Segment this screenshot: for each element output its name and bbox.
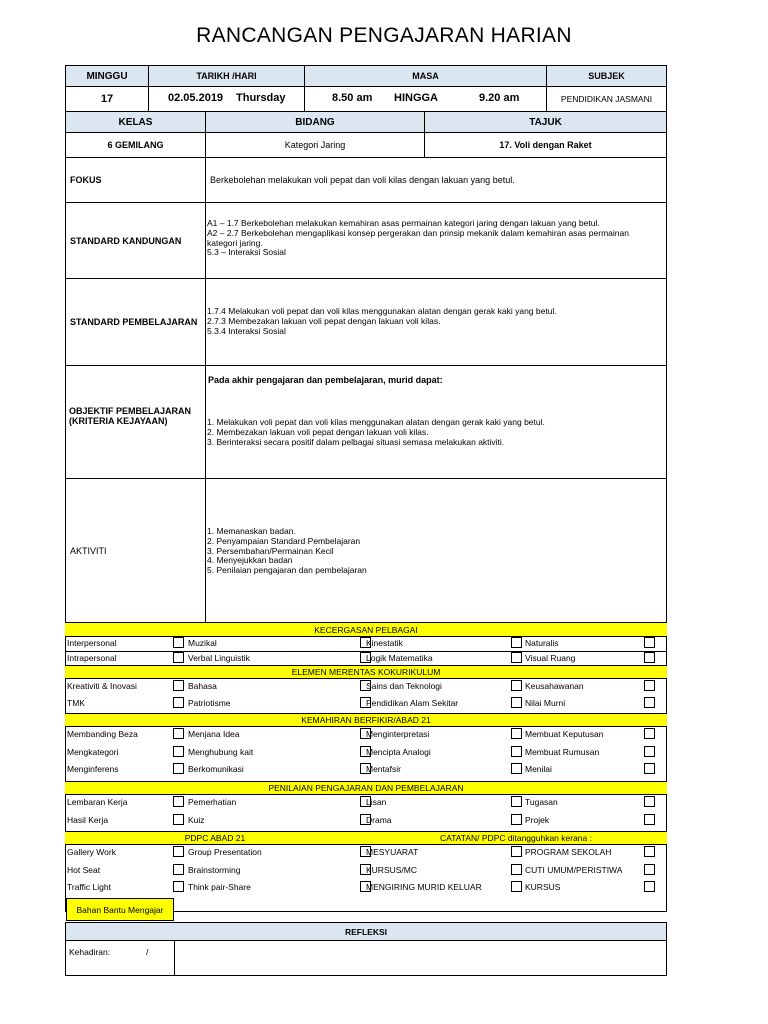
option-label-r5-col-3: Menginterpretasi [366,729,430,739]
checkbox-r3-col-1[interactable] [173,680,184,691]
option-label-r12-col-2: Think pair-Share [188,882,251,892]
checkbox-r11-col-4[interactable] [644,864,655,875]
checkbox-r2-col-4[interactable] [644,652,655,663]
subjek-value: PENDIDIKAN JASMANI [546,86,667,112]
obj-line-1: 1. Melakukan voli pepat dan voli kilas menggunakan alatan dengan gerak kaki yang betul. [207,417,545,427]
kelas-label: KELAS [65,111,206,133]
band-elemen: ELEMEN MERENTAS KOKURIKULUM [65,665,667,678]
sk-line-4: 5.3 – Interaksi Sosial [207,247,286,258]
checkbox-r9-col-4[interactable] [644,814,655,825]
option-label-r4-col-2: Patriotisme [188,698,231,708]
option-label-r9-col-3: Drama [366,815,392,825]
obj-intro: Pada akhir pengajaran dan pembelajaran, murid dapat: [208,375,443,385]
akt-line-1: 1. Memanaskan badan. [207,526,296,536]
checkbox-r6-col-3[interactable] [511,746,522,757]
option-label-r10-col-4: PROGRAM SEKOLAH [525,847,612,857]
obj-label-1: OBJEKTIF PEMBELAJARAN [69,406,192,416]
checkbox-r7-col-4[interactable] [644,763,655,774]
band-penilaian: PENILAIAN PENGAJARAN DAN PEMBELAJARAN [65,781,667,794]
bidang-label: BIDANG [205,111,425,133]
checkbox-r8-col-4[interactable] [644,796,655,807]
kehadiran-cell [65,940,175,976]
tajuk-value: 17. Voli dengan Raket [424,132,667,158]
option-label-r3-col-1: Kreativiti & Inovasi [67,681,137,691]
option-label-r1-col-4: Naturalis [525,638,559,648]
band-kecergasan: KECERGASAN PELBAGAI [65,623,667,636]
masa-label: MASA [304,65,547,87]
option-label-r6-col-2: Menghubung kait [188,747,254,757]
bidang-value: Kategori Jaring [205,132,425,158]
option-label-r6-col-1: Mengkategori [67,747,119,757]
checkbox-r12-col-3[interactable] [511,881,522,892]
option-label-r7-col-4: Menilai [525,764,552,774]
option-label-r2-col-3: Logik Matematika [366,653,433,663]
option-label-r3-col-2: Bahasa [188,681,217,691]
checkbox-r9-col-1[interactable] [173,814,184,825]
option-label-r4-col-1: TMK [67,698,85,708]
sp-label: STANDARD PEMBELAJARAN [65,278,206,366]
checkbox-r6-col-4[interactable] [644,746,655,757]
band-pdpc: PDPC ABAD 21 [65,831,365,844]
akt-text [205,478,667,623]
sk-label: STANDARD KANDUNGAN [65,202,206,279]
minggu-value: 17 [65,86,149,112]
sp-line-2: 2.7.3 Membezakan lakuan voli pepat dengan lakuan voli kilas. [207,315,441,326]
kehadiran-slash: / [146,947,149,957]
sk-line-3: kategori jaring. [207,237,263,248]
checkbox-r12-col-1[interactable] [173,881,184,892]
sk-text [205,202,667,279]
checkbox-r11-col-1[interactable] [173,864,184,875]
obj-text [205,365,667,479]
checkbox-r8-col-1[interactable] [173,796,184,807]
checkbox-r4-col-1[interactable] [173,697,184,708]
option-label-r7-col-2: Berkomunikasi [188,764,244,774]
obj-line-3: 3. Berinteraksi secara positif dalam pelbagai situasi semasa melakukan aktiviti. [207,436,505,447]
akt-line-3: 3. Persembahan/Permainan Kecil [207,545,334,556]
subjek-label: SUBJEK [546,65,667,87]
refleksi-label: REFLEKSI [65,922,667,941]
option-label-r11-col-3: KURSUS/MC [366,865,418,875]
masa-start: 8.50 am [332,92,373,104]
sk-line-2: A2 – 2.7 Berkebolehan mengaplikasi konsep pergerakan dan prinsip mekanik dalam kemahiran asas permainan [207,227,629,238]
option-label-r5-col-2: Menjana Idea [188,729,240,739]
option-label-r10-col-2: Group Presentation [188,847,262,857]
checkbox-r2-col-3[interactable] [511,652,522,663]
option-label-r9-col-1: Hasil Kerja [67,815,109,825]
option-label-r11-col-1: Hot Seat [67,865,101,875]
band-kemahiran: KEMAHIRAN BERFIKIR/ABAD 21 [65,713,667,726]
option-label-r9-col-2: Kuiz [188,815,205,825]
checkbox-r3-col-4[interactable] [644,680,655,691]
band-catatan: CATATAN/ PDPC ditangguhkan kerana : [365,831,667,844]
obj-label [65,365,206,479]
tajuk-label: TAJUK [424,111,667,133]
bbm-label: Bahan Bantu Mengajar [66,898,174,921]
option-label-r1-col-2: Muzikal [188,638,217,648]
checkbox-r5-col-4[interactable] [644,728,655,739]
option-label-r2-col-4: Visual Ruang [525,653,576,663]
option-label-r8-col-2: Pemerhatian [188,797,237,807]
hari-value: Thursday [236,92,286,104]
option-label-r5-col-4: Membuat Keputusan [525,729,604,739]
masa-cell [304,86,547,112]
kehadiran-label: Kehadiran: [69,947,111,957]
option-label-r4-col-4: Nilai Murni [525,698,566,708]
akt-line-5: 5. Penilaian pengajaran dan pembelajaran [207,565,367,576]
masa-end: 9.20 am [479,92,520,104]
option-label-r1-col-1: Interpersonal [67,638,117,648]
option-label-r9-col-4: Projek [525,815,550,825]
option-label-r11-col-2: Brainstorming [188,865,241,875]
option-label-r10-col-1: Gallery Work [67,847,116,857]
option-label-r6-col-3: Mencipta Analogi [366,747,431,757]
tarikh-cell [148,86,305,112]
minggu-label: MINGGU [65,65,149,87]
checkbox-r10-col-3[interactable] [511,846,522,857]
option-label-r5-col-1: Membanding Beza [67,729,138,739]
option-label-r3-col-3: Sains dan Teknologi [366,681,442,691]
sk-line-1: A1 – 1.7 Berkebolehan melakukan kemahiran asas permainan kategori jaring dengan lakuan yang betul. [207,218,600,228]
checkbox-r4-col-4[interactable] [644,697,655,708]
option-label-r7-col-3: Mentafsir [366,764,401,774]
tarikh-value: 02.05.2019 [168,92,224,104]
checkbox-r5-col-1[interactable] [173,728,184,739]
akt-line-4: 4. Menyejukkan badan [207,555,293,566]
option-label-r4-col-3: Pendidikan Alam Sekitar [366,698,459,708]
option-label-r10-col-3: MESYUARAT [366,847,419,857]
masa-hingga: HINGGA [394,92,438,104]
option-label-r8-col-1: Lembaran Kerja [67,797,128,807]
checkbox-r1-col-4[interactable] [644,637,655,648]
checkbox-r7-col-3[interactable] [511,763,522,774]
checkbox-r4-col-3[interactable] [511,697,522,708]
fokus-text: Berkebolehan melakukan voli pepat dan voli kilas dengan lakuan yang betul. [205,157,667,203]
option-label-r11-col-4: CUTI UMUM/PERISTIWA [525,865,623,875]
checkbox-r1-col-3[interactable] [511,637,522,648]
checkbox-r3-col-3[interactable] [511,680,522,691]
obj-label-2: (KRITERIA KEJAYAAN) [69,416,168,427]
sp-line-1: 1.7.4 Melakukan voli pepat dan voli kilas menggunakan alatan dengan gerak kaki yang betul. [207,306,557,316]
akt-line-2: 2. Penyampaian Standard Pembelajaran [207,535,361,546]
checkbox-r6-col-1[interactable] [173,746,184,757]
option-label-r1-col-3: Kinestatik [366,638,403,648]
checkbox-r7-col-1[interactable] [173,763,184,774]
obj-line-2: 2. Membezakan lakuan voli pepat dengan lakuan voli kilas. [207,426,429,437]
akt-label: AKTIVITI [65,478,206,623]
checkbox-r9-col-3[interactable] [511,814,522,825]
option-label-r12-col-4: KURSUS [525,882,561,892]
checkbox-r10-col-1[interactable] [173,846,184,857]
page-title: RANCANGAN PENGAJARAN HARIAN [196,24,572,47]
option-label-r8-col-3: Lisan [366,797,387,807]
refleksi-notes[interactable] [174,940,667,976]
checkbox-r11-col-3[interactable] [511,864,522,875]
option-label-r3-col-4: Keusahawanan [525,681,584,691]
sp-text [205,278,667,366]
option-label-r2-col-1: Intrapersonal [67,653,117,663]
tarikh-label: TARIKH /HARI [148,65,305,87]
sp-line-3: 5.3.4 Interaksi Sosial [207,325,286,336]
option-label-r7-col-1: Menginferens [67,764,119,774]
kelas-value: 6 GEMILANG [65,132,206,158]
checkbox-r8-col-3[interactable] [511,796,522,807]
checkbox-r5-col-3[interactable] [511,728,522,739]
checkbox-r10-col-4[interactable] [644,846,655,857]
checkbox-r2-col-1[interactable] [173,652,184,663]
option-label-r8-col-4: Tugasan [525,797,558,807]
option-label-r6-col-4: Membuat Rumusan [525,747,600,757]
option-label-r12-col-1: Traffic Light [67,882,111,892]
checkbox-r1-col-1[interactable] [173,637,184,648]
option-label-r2-col-2: Verbal Linguistik [188,653,250,663]
fokus-label: FOKUS [65,157,206,203]
checkbox-r12-col-4[interactable] [644,881,655,892]
option-label-r12-col-3: MENGIRING MURID KELUAR [366,882,482,892]
